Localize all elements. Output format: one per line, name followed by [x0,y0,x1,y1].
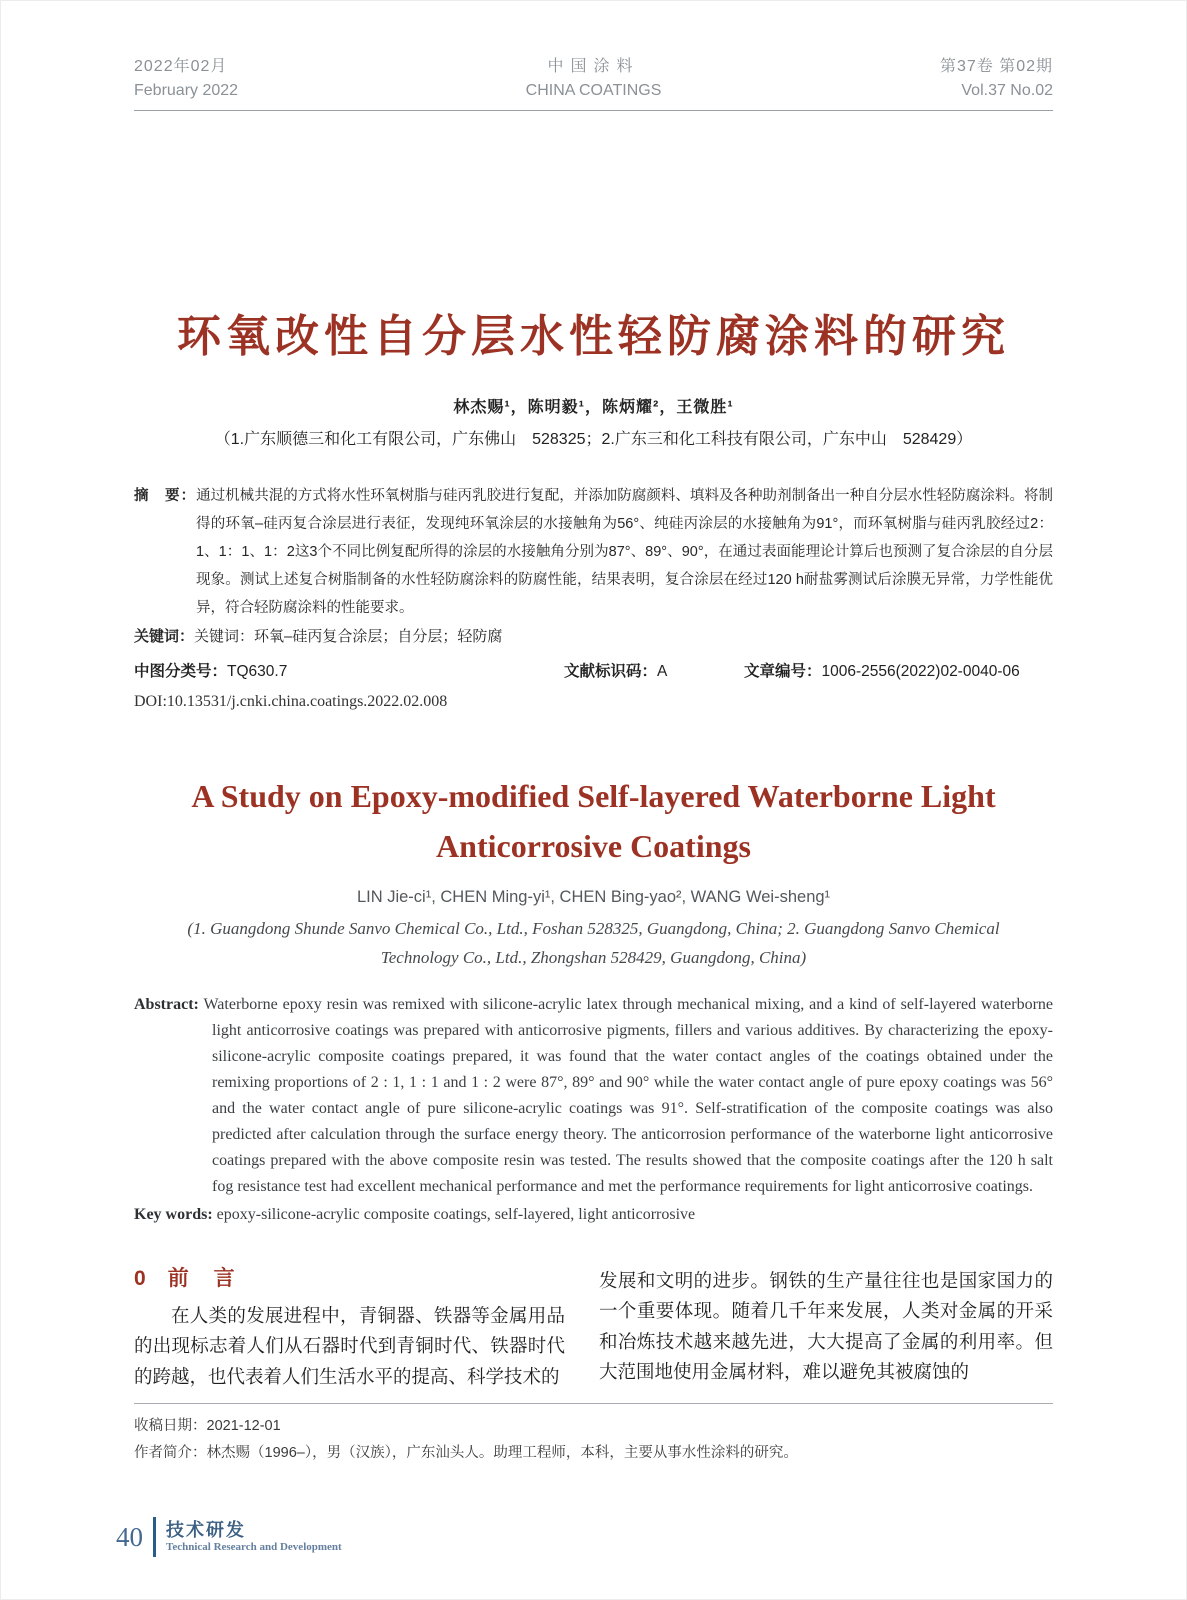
header-issue-en: Vol.37 No.02 [961,82,1053,99]
keywords-cn [134,623,1053,651]
affiliation-en [134,914,1053,972]
body-paragraph-right: 发展和文明的进步。钢铁的生产量往往也是国家国力的一个重要体现。随着几千年来发展，人类对金属的开采和冶炼技术越来越先进，大大提高了金属的利用率。但大范围地使用金属材料，难以避免其被腐蚀的 [599,1269,1053,1383]
page-footer [116,1517,342,1557]
clc-number [134,660,564,684]
authors-en: LIN Jie-ci¹, CHEN Ming-yi¹, CHEN Bing-yao², WANG Wei-sheng¹ [356,887,831,906]
footer-column-name [166,1520,342,1555]
body-column-left [134,1266,565,1393]
section-heading [134,1266,565,1292]
header-date-cn: 2022年02月 [134,58,228,75]
received-date-label: 收稿日期： [134,1418,207,1435]
author-bio-line [134,1440,1053,1467]
keywords-en-text: epoxy-silicone-acrylic composite coatings, self-layered, light anticorrosive [216,1205,696,1223]
affiliation-en-line2: Technology Co., Ltd., Zhongshan 528429, Guangdong, China) [380,947,807,967]
abstract-en [134,992,1053,1200]
header-issue [813,55,1053,103]
authors-cn: 林杰赐¹，陈明毅¹，陈炳耀²，王微胜¹ [453,398,734,416]
footer-column-cn: 技术研发 [166,1519,246,1540]
header-date-en: February 2022 [134,82,239,99]
article-id-label: 文章编号： [744,662,822,680]
article-title-cn: 环氧改性自分层水性轻防腐涂料的研究 [177,312,1010,361]
title-en-line2: Anticorrosive Coatings [436,827,751,864]
body-columns [134,1266,1053,1393]
affiliation-cn: （1.广东顺德三和化工有限公司，广东佛山 528325；2.广东三和化工科技有限公司，广东中山 528429） [214,430,973,448]
article-id-value: 1006-2556(2022)02-0040-06 [821,662,1020,680]
body-column-right [599,1266,1053,1393]
doi: DOI:10.13531/j.cnki.china.coatings.2022.02.008 [134,692,448,710]
affiliation-en-line1: (1. Guangdong Shunde Sanvo Chemical Co., Ltd., Foshan 528325, Guangdong, China; 2. Guangdong Sanvo Chemical [187,918,1000,938]
received-date-line [134,1413,1053,1440]
footer-divider-bar [153,1517,156,1557]
header-journal-name [374,55,813,103]
abstract-en-label: Abstract: [134,995,199,1013]
section-title: 前 言 [167,1266,237,1290]
header-journal-cn: 中国涂料 [547,58,640,75]
keywords-en-label: Key words: [134,1205,213,1223]
document-code [564,660,744,684]
page-number: 40 [116,1521,143,1552]
footnote-divider [134,1403,1053,1404]
article-title-en [134,771,1053,871]
clc-value: TQ630.7 [227,662,288,680]
keywords-en [134,1202,1053,1228]
title-en-line1: A Study on Epoxy-modified Self-layered Waterborne Light [191,777,996,814]
header-date [134,55,374,103]
received-date-value: 2021-12-01 [206,1418,281,1435]
abstract-cn-text: 通过机械共混的方式将水性环氧树脂与硅丙乳胶进行复配，并添加防腐颜料、填料及各种助剂制备出一种自分层水性轻防腐涂料。将制得的环氧–硅丙复合涂层进行表征，发现纯环氧涂层的水接触角为56°、纯硅丙涂层的水接触角为91°，而环氧树脂与硅丙乳胶经过2：1、1：1、1：2这3个不同比例复配所得的涂层的水接触角分别为87°、89°、90°，在通过表面能理论计算后也预测了复合涂层的自分层现象。测试上述复合树脂制备的水性轻防腐涂料的防腐性能，结果表明，复合涂层在经过120 h耐盐雾测试后涂膜无异常，力学性能优异，符合轻防腐涂料的性能要求。 [196,487,1054,616]
footnote-block [134,1413,1053,1467]
keywords-cn-text: 关键词：环氧–硅丙复合涂层；自分层；轻防腐 [194,627,503,645]
abstract-cn [134,482,1053,622]
footer-column-en: Technical Research and Development [166,1540,342,1553]
body-paragraph-left: 在人类的发展进程中，青铜器、铁器等金属用品的出现标志着人们从石器时代到青铜时代、铁器时代的跨越，也代表着人们生活水平的提高、科学技术的 [134,1304,565,1387]
keywords-cn-label: 关键词： [134,627,195,645]
clc-label: 中图分类号： [134,662,228,680]
article-id [744,660,1053,684]
section-number: 0 [134,1266,146,1290]
abstract-en-text: Waterborne epoxy resin was remixed with silicone-acrylic latex through mechanical mixing, and a kind of self-layered waterborne light anticorrosive coatings was prepared with anticorrosive pigments, fillers and various additives. By characterizing the epoxy-silicone-acrylic composite coatings prepared, it was found that the water contact angles of the coatings obtained under the remixing proportions of 2 : 1, 1 : 1 and 1 : 2 were 87°, 89° and 90° while the water contact angle of pure epoxy coatings was 56° and the water contact angle of pure silicone-acrylic coatings was 91°. Self-stratification of the composite coatings was also predicted after calculation through the surface energy theory. The anticorrosion performance of the waterborne light anticorrosive coatings prepared with the above composite resin was tested. The results showed that the composite coatings after the 120 h salt fog resistance test had excellent mechanical performance and met the performance requirements for light anticorrosive coatings. [203,995,1053,1195]
doc-code-label: 文献标识码： [564,662,658,680]
abstract-cn-label: 摘 要： [134,487,197,504]
column-gap [565,1266,599,1393]
author-bio-value: 林杰赐（1996–），男（汉族），广东汕头人。助理工程师，本科，主要从事水性涂料的研究。 [206,1445,798,1462]
header-issue-cn: 第37卷 第02期 [939,58,1053,75]
header-journal-en: CHINA COATINGS [525,82,662,99]
classification-row [134,660,1053,684]
author-bio-label: 作者简介： [134,1445,207,1462]
doc-code-value: A [657,662,668,680]
journal-header [134,55,1053,111]
